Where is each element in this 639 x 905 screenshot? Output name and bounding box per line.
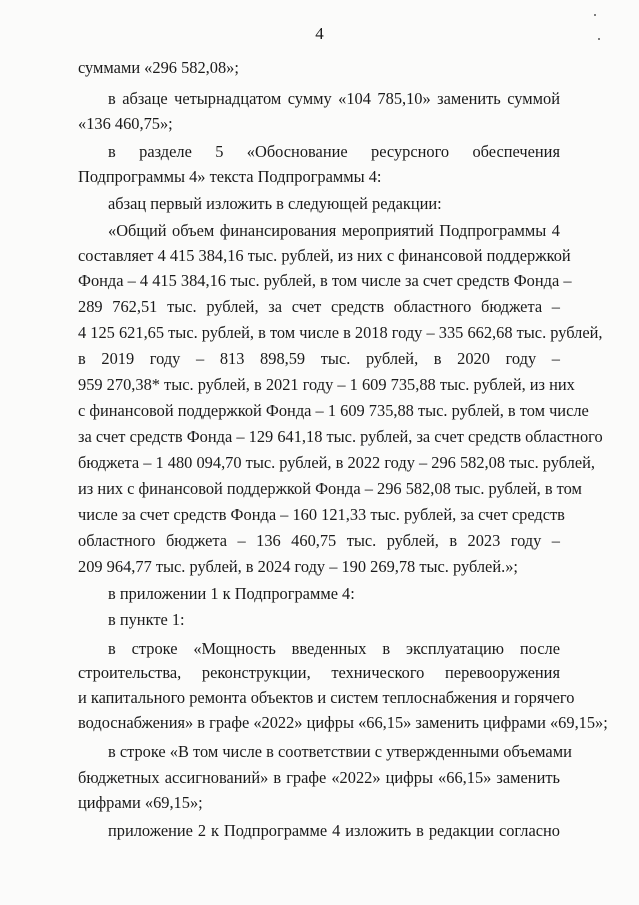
text-line: Фонда – 4 415 384,16 тыс. рублей, в том числе за счет средств Фонда – bbox=[78, 271, 572, 290]
text-line: в строке «Мощность введенных в эксплуатацию после bbox=[108, 639, 560, 658]
text-line: в приложении 1 к Подпрограмме 4: bbox=[108, 584, 355, 603]
text-line: приложение 2 к Подпрограмме 4 изложить в редакции согласно bbox=[108, 821, 560, 840]
text-line: строительства, реконструкции, технического перевооружения bbox=[78, 663, 560, 682]
text-line: бюджетных ассигнований» в графе «2022» цифры «66,15» заменить bbox=[78, 768, 560, 787]
text-line: суммами «296 582,08»; bbox=[78, 58, 239, 77]
text-line: водоснабжения» в графе «2022» цифры «66,15» заменить цифрами «69,15»; bbox=[78, 713, 608, 732]
text-line: составляет 4 415 384,16 тыс. рублей, из них с финансовой поддержкой bbox=[78, 246, 571, 265]
text-line: в 2019 году – 813 898,59 тыс. рублей, в 2020 году – bbox=[78, 349, 560, 368]
text-line: Подпрограммы 4» текста Подпрограммы 4: bbox=[78, 167, 382, 186]
text-line: «Общий объем финансирования мероприятий Подпрограммы 4 bbox=[108, 221, 560, 240]
text-line: в пункте 1: bbox=[108, 610, 185, 629]
text-line: с финансовой поддержкой Фонда – 1 609 735,88 тыс. рублей, в том числе bbox=[78, 401, 589, 420]
text-line: 959 270,38* тыс. рублей, в 2021 году – 1 609 735,88 тыс. рублей, из них bbox=[78, 375, 575, 394]
scan-speck bbox=[594, 14, 596, 16]
text-line: 4 125 621,65 тыс. рублей, в том числе в 2018 году – 335 662,68 тыс. рублей, bbox=[78, 323, 603, 342]
text-line: областного бюджета – 136 460,75 тыс. рублей, в 2023 году – bbox=[78, 531, 560, 550]
scan-speck bbox=[598, 38, 600, 40]
text-line: «136 460,75»; bbox=[78, 114, 173, 133]
text-line: в абзаце четырнадцатом сумму «104 785,10» заменить суммой bbox=[108, 89, 560, 108]
text-line: цифрами «69,15»; bbox=[78, 793, 203, 812]
text-line: в разделе 5 «Обоснование ресурсного обеспечения bbox=[108, 142, 560, 161]
text-line: 209 964,77 тыс. рублей, в 2024 году – 190 269,78 тыс. рублей.»; bbox=[78, 557, 518, 576]
text-line: числе за счет средств Фонда – 160 121,33 тыс. рублей, за счет средств bbox=[78, 505, 565, 524]
text-line: из них с финансовой поддержкой Фонда – 296 582,08 тыс. рублей, в том bbox=[78, 479, 582, 498]
page-number: 4 bbox=[315, 24, 324, 43]
text-line: абзац первый изложить в следующей редакции: bbox=[108, 194, 442, 213]
text-line: в строке «В том числе в соответствии с утвержденными объемами bbox=[108, 742, 572, 761]
text-line: за счет средств Фонда – 129 641,18 тыс. рублей, за счет средств областного bbox=[78, 427, 603, 446]
text-line: 289 762,51 тыс. рублей, за счет средств областного бюджета – bbox=[78, 297, 560, 316]
text-line: и капитального ремонта объектов и систем теплоснабжения и горячего bbox=[78, 688, 575, 707]
text-line: бюджета – 1 480 094,70 тыс. рублей, в 2022 году – 296 582,08 тыс. рублей, bbox=[78, 453, 595, 472]
